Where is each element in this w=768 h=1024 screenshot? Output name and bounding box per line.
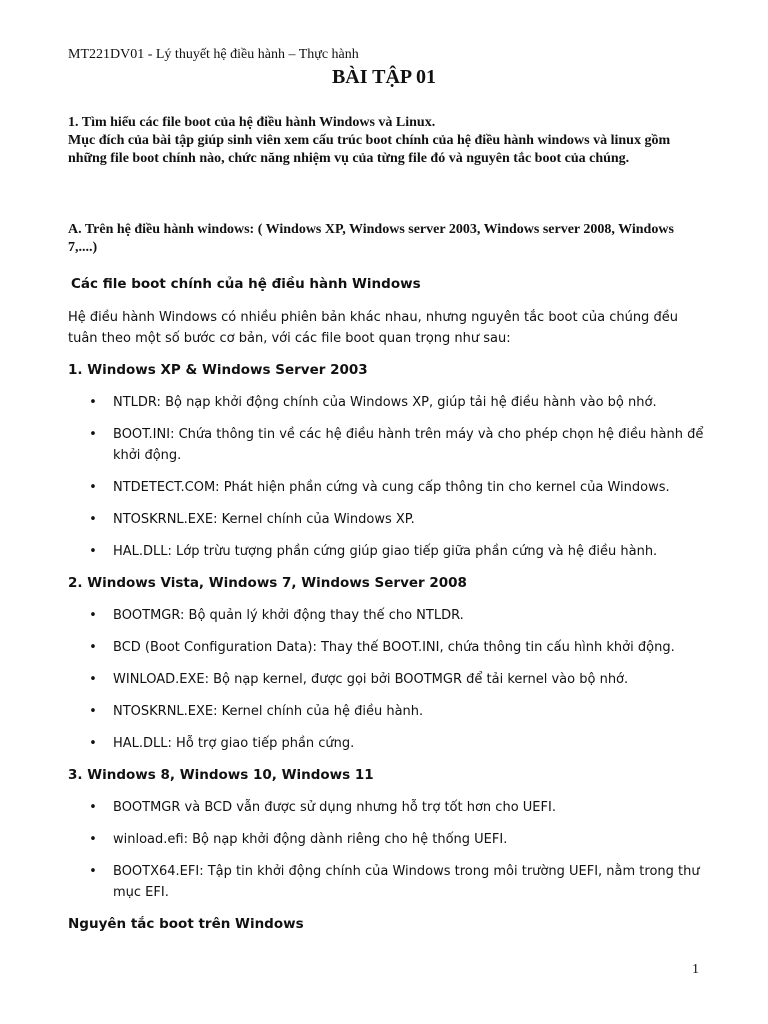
list-item xyxy=(68,797,708,818)
principles-heading: Nguyên tắc boot trên Windows xyxy=(68,916,304,932)
bullet-icon: • xyxy=(89,704,97,719)
intro-block xyxy=(68,114,700,168)
page-number: 1 xyxy=(692,962,699,977)
list-item-text: NTOSKRNL.EXE: Kernel chính của Windows XP. xyxy=(113,512,415,527)
boot-files-paragraph: Hệ điều hành Windows có nhiều phiên bản khác nhau, nhưng nguyên tắc boot của chúng đều tuân theo một số bước cơ bản, với các file boot quan trọng như sau: xyxy=(68,310,678,346)
list-item xyxy=(68,392,708,413)
purpose-statement: Mục đích của bài tập giúp sinh viên xem cấu trúc boot chính của hệ điều hành windows và linux gồm những file boot chính nào, chức năng nhiệm vụ của từng file đó và nguyên tắc boot của chúng. xyxy=(68,133,671,166)
list-item xyxy=(68,509,708,530)
list-item-text: BOOT.INI: Chứa thông tin về các hệ điều hành trên máy và cho phép chọn hệ điều hành để khởi động. xyxy=(113,427,704,463)
task-statement: 1. Tìm hiểu các file boot của hệ điều hành Windows và Linux. xyxy=(68,115,436,130)
list-item-text: winload.efi: Bộ nạp khởi động dành riêng cho hệ thống UEFI. xyxy=(113,832,508,847)
bullet-icon: • xyxy=(89,640,97,655)
list-item xyxy=(68,733,708,754)
list-item xyxy=(68,829,708,850)
list-item-text: BOOTMGR và BCD vẫn được sử dụng nhưng hỗ trợ tốt hơn cho UEFI. xyxy=(113,800,556,815)
group-heading-win8-11: 3. Windows 8, Windows 10, Windows 11 xyxy=(68,767,374,783)
bullet-icon: • xyxy=(89,480,97,495)
bullet-icon: • xyxy=(89,395,97,410)
bullet-icon: • xyxy=(89,512,97,527)
list-item-text: BOOTMGR: Bộ quản lý khởi động thay thế cho NTLDR. xyxy=(113,608,464,623)
bullet-icon: • xyxy=(89,672,97,687)
page-title: BÀI TẬP 01 xyxy=(331,66,437,88)
bullet-icon: • xyxy=(89,736,97,751)
bullet-list-xp xyxy=(68,392,708,562)
list-item xyxy=(68,605,708,626)
list-item-text: BOOTX64.EFI: Tập tin khởi động chính của Windows trong môi trường UEFI, nằm trong thư mục EFI. xyxy=(113,864,700,900)
bullet-list-win8-11 xyxy=(68,797,708,903)
course-header: MT221DV01 - Lý thuyết hệ điều hành – Thực hành xyxy=(68,47,359,62)
section-a xyxy=(68,221,700,257)
list-item-text: WINLOAD.EXE: Bộ nạp kernel, được gọi bởi BOOTMGR để tải kernel vào bộ nhớ. xyxy=(113,672,629,687)
list-item-text: NTLDR: Bộ nạp khởi động chính của Windows XP, giúp tải hệ điều hành vào bộ nhớ. xyxy=(113,395,657,410)
bullet-icon: • xyxy=(89,427,97,442)
list-item xyxy=(68,541,708,562)
list-item xyxy=(68,477,708,498)
bullet-list-vista xyxy=(68,605,708,754)
list-item-text: HAL.DLL: Hỗ trợ giao tiếp phần cứng. xyxy=(113,736,355,751)
bullet-icon: • xyxy=(89,544,97,559)
boot-files-section xyxy=(68,274,708,935)
group-heading-vista: 2. Windows Vista, Windows 7, Windows Server 2008 xyxy=(68,575,467,591)
bullet-icon: • xyxy=(89,864,97,879)
list-item xyxy=(68,861,708,903)
list-item-text: NTDETECT.COM: Phát hiện phần cứng và cung cấp thông tin cho kernel của Windows. xyxy=(113,480,670,495)
list-item-text: NTOSKRNL.EXE: Kernel chính của hệ điều hành. xyxy=(113,704,424,719)
boot-files-heading: Các file boot chính của hệ điều hành Windows xyxy=(71,276,421,292)
list-item-text: BCD (Boot Configuration Data): Thay thế BOOT.INI, chứa thông tin cấu hình khởi động. xyxy=(113,640,675,655)
list-item-text: HAL.DLL: Lớp trừu tượng phần cứng giúp giao tiếp giữa phần cứng và hệ điều hành. xyxy=(113,544,658,559)
list-item xyxy=(68,637,708,658)
bullet-icon: • xyxy=(89,800,97,815)
section-a-heading: A. Trên hệ điều hành windows: ( Windows XP, Windows server 2003, Windows server 2008, Windows 7,....) xyxy=(68,222,674,255)
list-item xyxy=(68,669,708,690)
bullet-icon: • xyxy=(89,832,97,847)
list-item xyxy=(68,424,708,466)
bullet-icon: • xyxy=(89,608,97,623)
group-heading-xp: 1. Windows XP & Windows Server 2003 xyxy=(68,362,368,378)
list-item xyxy=(68,701,708,722)
